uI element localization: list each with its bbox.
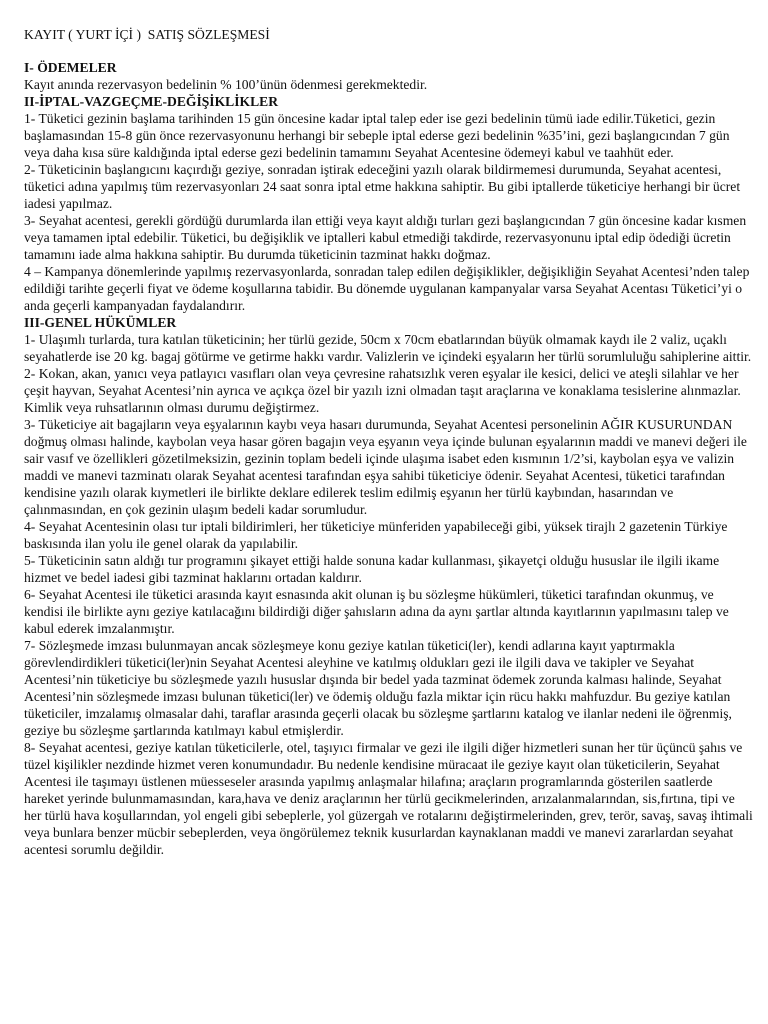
general-paragraph-8: 8- Seyahat acentesi, geziye katılan tüketicilerle, otel, taşıyıcı firmalar ve gezi ile ilgili diğer hizmetleri sunan her tür üçüncü şahıs ve tüzel kişilikler nezdinde hizmet veren konumundadır. Bu nedenle kendisine müracaat ile geziye kayıt olan tüketicilerin, Seyahat Acentesi ile taşımayı üstlenen müesseseler arasında yapılmış anlaşmalar hilafına; araçların programlarında gösterilen saatlerde hareket yerinde bulunmamasından, kara,hava ve deniz araçlarının her türlü gecikmelerinden, arızalanmalarından, sis,fırtına, tipi ve her türlü hava koşullarından, yol engeli gibi sebeplerle, yol güzergah ve rotalarını değiştirmelerinden, grev, terör, savaş, savaş ihtimali veya bunlara benzer mücbir sebeplerden, veya öngörülemez teknik kusurlardan kaynaklanan maddi ve manevi zararlardan seyahat acentesi sorumlu değildir. bbox=[24, 740, 753, 857]
section-cancellation bbox=[24, 93, 754, 314]
section-payments bbox=[24, 59, 754, 93]
payments-paragraph-1: Kayıt anında rezervasyon bedelinin % 100’ünün ödenmesi gerekmektedir. bbox=[24, 77, 428, 92]
general-paragraph-2: 2- Kokan, akan, yanıcı veya patlayıcı vasıfları olan veya çevresine rahatsızlık veren eşyalar ile kesici, delici ve ateşli silahlar ve her çeşit hayvan, Seyahat Acentesi’nin ayrıca ve açıkça özel bir yazılı izni olmadan taşıt araçlarına ve konaklama tesislerine alınmazlar. Kimlik veya ruhsatlarının olması durumu değiştirmez. bbox=[24, 366, 741, 415]
cancellation-paragraph-3: 3- Seyahat acentesi, gerekli gördüğü durumlarda ilan ettiği veya kayıt aldığı turları gezi başlangıcından 7 gün öncesine kadar kısmen veya tamamen iptal edebilir. Tüketici, bu değişiklik ve iptalleri kabul etmediği takdirde, rezervasyonunu iptal edip ödediği ücretin tamamını iade alma hakkına sahiptir. Bu durumda tüketicinin tazminat hakkı doğmaz. bbox=[24, 213, 747, 262]
section-heading-payments: I- ÖDEMELER bbox=[24, 60, 117, 75]
cancellation-paragraph-4: 4 – Kampanya dönemlerinde yapılmış rezervasyonlarda, sonradan talep edilen değişiklikler, değişikliğin Seyahat Acentesi’nden talep edildiği tarihte geçerli fiyat ve ödeme koşullarına tabidir. Bu dönemde uygulanan kampanyalar varsa Seyahat Acentası Tüketici’yi o anda geçerli kampanyadan faydalandırır. bbox=[24, 264, 750, 313]
section-general-terms bbox=[24, 314, 754, 858]
general-paragraph-1: 1- Ulaşımlı turlarda, tura katılan tüketicinin; her türlü gezide, 50cm x 70cm ebatlarından büyük olmamak kaydı ile 2 valiz, uçaklı seyahatlerde ise 20 kg. bagaj götürme ve getirme hakkı vardır. Valizlerin ve içindeki eşyaların her türlü sorumluluğu sahiplerine aittir. bbox=[24, 332, 752, 364]
cancellation-paragraph-2: 2- Tüketicinin başlangıcını kaçırdığı geziye, sonradan iştirak edeceğini yazılı olarak bildirmemesi durumunda, Seyahat acentesi, tüketici adına yapılmış tüm rezervasyonları 24 saat sonra iptal etme hakkına sahiptir. Bu gibi iptallerde tüketiciye herhangi bir ücret iadesi yapılmaz. bbox=[24, 162, 741, 211]
general-paragraph-5: 5- Tüketicinin satın aldığı tur programını şikayet ettiği halde sonuna kadar kullanması, şikayetçi olduğu hususlar ile ilgili ikame hizmet ve bedel iadesi gibi tazminat haklarını ortadan kaldırır. bbox=[24, 553, 720, 585]
general-paragraph-6: 6- Seyahat Acentesi ile tüketici arasında kayıt esnasında akit olunan iş bu sözleşme hükümleri, tüketici tarafından okunmuş, ve kendisi ile birlikte aynı geziye katılacağını bildirdiği diğer şahısların adına da aynı şartlar altında kayıtlarının yapılmasını talep ve kabul ederek imzalanmıştır. bbox=[24, 587, 729, 636]
general-paragraph-7: 7- Sözleşmede imzası bulunmayan ancak sözleşmeye konu geziye katılan tüketici(ler), kendi adlarına kayıt yaptırmakla görevlendirdikleri tüketici(ler)nin Seyahat Acentesi aleyhine ve katılmış oldukları gezi ile ilgili dava ve takipler ve Seyahat Acentesi’nin tüketiciye bu sözleşmede yazılı hususlar dışında bir bedel yada tazminat ödemek zorunda kalması halinde, Seyahat Acentesi’nin sözleşmede imzası bulunan tüketici(ler) ve ödemiş olduğu fazla miktar için rücu hakkı mahfuzdur. Bu geziye katılan tüketiciler, imzalamış olmasalar dahi, taraflar arasında geçerli olacak bu sözleşme şartlarını katalog ve ilanlar nedeni ile öğrenmiş, geziye bu sözleşme şartlarında katılmayı kabul etmişlerdir. bbox=[24, 638, 732, 738]
general-paragraph-4: 4- Seyahat Acentesinin olası tur iptali bildirimleri, her tüketiciye münferiden yapabileceği gibi, yüksek tirajlı 2 gazetenin Türkiye baskısında ilan yolu ile genel olarak da yapılabilir. bbox=[24, 519, 728, 551]
cancellation-paragraph-1: 1- Tüketici gezinin başlama tarihinden 15 gün öncesine kadar iptal talep eder ise gezi bedelinin tümü iade edilir.Tüketici, gezin başlamasından 15-8 gün önce rezervasyonunu herhangi bir sebeple iptal ederse gezi bedelinin %35’ini, gezi başlangıcından 7 gün veya daha kısa süre kaldığında iptal ederse gezi bedelinin tamamını Seyahat Acentesine ödemeyi kabul ve taahhüt eder. bbox=[24, 111, 730, 160]
document-page bbox=[24, 26, 754, 858]
document-title: KAYIT ( YURT İÇİ ) SATIŞ SÖZLEŞMESİ bbox=[24, 27, 270, 42]
section-heading-general-terms: III-GENEL HÜKÜMLER bbox=[24, 315, 177, 330]
general-paragraph-3: 3- Tüketiciye ait bagajların veya eşyalarının kaybı veya hasarı durumunda, Seyahat Acentesi personelinin AĞIR KUSURUNDAN doğmuş olması halinde, kaybolan veya hasar gören bagajın veya eşyanın veya içinde bulunan eşyalarının maddi ve manevi değeri ile sair vasıf ve özellikleri gözetilmeksizin, gezinin toplam bedeli içinde ulaşıma isabet eden kısmının 1/2’si, kaybolan eşya ve valizin maddi ve manevi tazminatı olarak Seyahat acentesi tarafından eşya sahibi tüketiciye ödenir. Seyahat Acentesi, tüketici tarafından kendisine yazılı olarak kıymetleri ile birlikte deklare edilerek teslim edilmiş eşyanın her türlü kaybından, hasarından ve çalınmasından, en çok gezinin ulaşım bedeli kadar sorumludur. bbox=[24, 417, 747, 517]
section-heading-cancellation: II-İPTAL-VAZGEÇME-DEĞİŞİKLİKLER bbox=[24, 94, 279, 109]
